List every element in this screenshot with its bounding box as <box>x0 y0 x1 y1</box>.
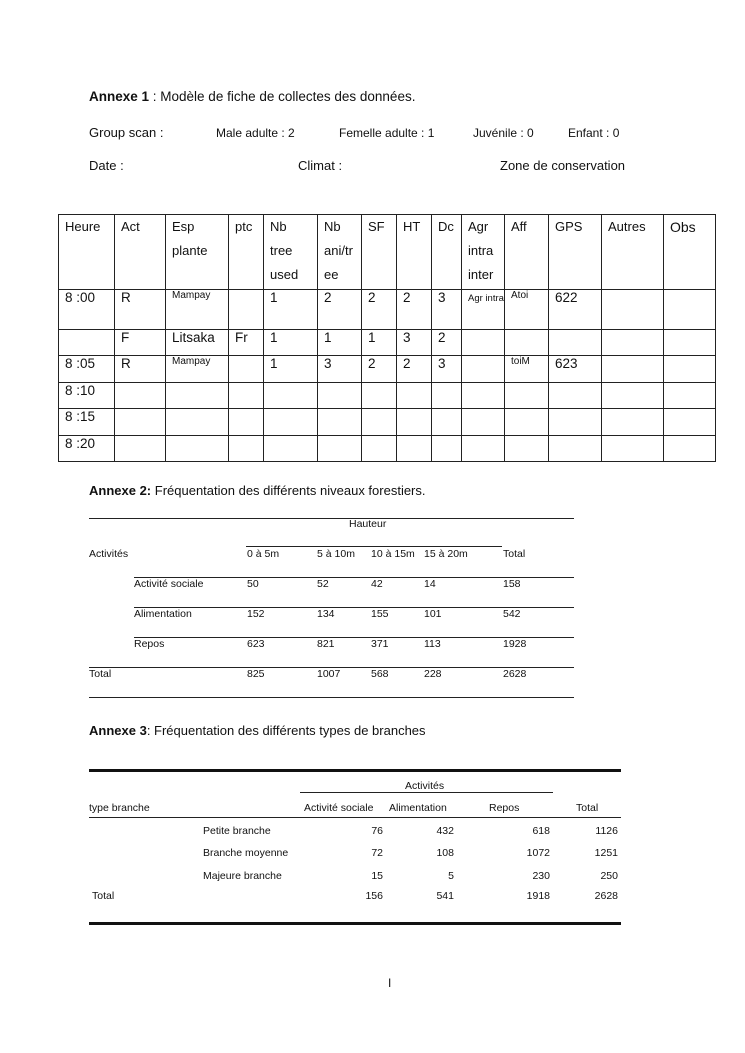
cell: 1126 <box>595 825 618 837</box>
juvenile-count: Juvénile : 0 <box>473 126 534 140</box>
cell: 52 <box>317 578 329 590</box>
cell: R <box>115 290 166 330</box>
cell: 1072 <box>526 847 550 859</box>
cell: 155 <box>371 608 389 620</box>
annexe1-title: Annexe 1 : Modèle de fiche de collectes des données. <box>89 89 416 104</box>
header-gps: GPS <box>549 215 602 290</box>
cell: 1007 <box>317 668 341 680</box>
cell: 8 :10 <box>59 383 115 409</box>
divider <box>89 697 574 698</box>
cell: 623 <box>247 638 265 650</box>
male-count: Male adulte : 2 <box>216 126 295 140</box>
header-act: Act <box>115 215 166 290</box>
cell: 825 <box>247 668 265 680</box>
cell: 76 <box>371 825 383 837</box>
divider <box>246 546 502 547</box>
cell: Litsaka <box>166 330 229 356</box>
row-label: Branche moyenne <box>203 847 289 859</box>
cell: 14 <box>424 578 436 590</box>
total-label: Total <box>89 668 112 680</box>
divider <box>89 518 574 519</box>
data-collection-form-table <box>58 214 716 462</box>
cell: F <box>115 330 166 356</box>
cell: 8 :00 <box>59 290 115 330</box>
type-branche-header: type branche <box>89 802 150 814</box>
cell: 1928 <box>503 638 527 650</box>
cell: 1 <box>362 330 397 356</box>
cell: 3 <box>318 356 362 383</box>
cell: 2628 <box>503 668 527 680</box>
cell: 134 <box>317 608 335 620</box>
cell <box>462 330 505 356</box>
cell: Atoi <box>505 290 549 330</box>
cell: 50 <box>247 578 259 590</box>
hauteur-group-header: Hauteur <box>349 518 387 530</box>
cell <box>602 356 664 383</box>
cell: 8 :15 <box>59 409 115 436</box>
header-agr: Agr intra inter <box>462 215 505 290</box>
row-label: Petite branche <box>203 825 271 837</box>
cell: 2 <box>318 290 362 330</box>
cell <box>462 356 505 383</box>
col-header: Activité sociale <box>304 802 374 814</box>
col-header: Alimentation <box>389 802 447 814</box>
cell: 2 <box>362 290 397 330</box>
cell: Agr intra <box>462 290 505 330</box>
col-header: Repos <box>489 802 520 814</box>
cell: 3 <box>397 330 432 356</box>
divider <box>300 792 553 793</box>
divider <box>89 922 621 925</box>
row-label: Activité sociale <box>134 578 204 590</box>
cell: 230 <box>532 870 550 882</box>
cell: 2 <box>362 356 397 383</box>
cell <box>664 356 716 383</box>
climat-label: Climat : <box>298 158 343 173</box>
divider <box>89 817 621 818</box>
cell <box>664 290 716 330</box>
cell <box>229 290 264 330</box>
cell: 432 <box>436 825 454 837</box>
cell: 72 <box>371 847 383 859</box>
cell: Fr <box>229 330 264 356</box>
table-row <box>59 383 716 409</box>
cell: 1918 <box>526 890 550 902</box>
cell: 2 <box>397 356 432 383</box>
cell: 152 <box>247 608 265 620</box>
cell: 8 :20 <box>59 436 115 462</box>
cell: 5 <box>448 870 454 882</box>
header-sf: SF <box>362 215 397 290</box>
header-autres: Autres <box>602 215 664 290</box>
row-label: Alimentation <box>134 608 192 620</box>
annexe3-title: Annexe 3: Fréquentation des différents types de branches <box>89 723 426 738</box>
cell: 3 <box>432 356 462 383</box>
cell: 158 <box>503 578 521 590</box>
cell: 3 <box>432 290 462 330</box>
table-header-row <box>59 215 716 290</box>
cell: 618 <box>532 825 550 837</box>
cell: R <box>115 356 166 383</box>
cell: 1 <box>264 356 318 383</box>
col-header: 0 à 5m <box>247 548 280 560</box>
cell: 622 <box>549 290 602 330</box>
cell: 156 <box>365 890 383 902</box>
table-row <box>59 290 716 330</box>
table-row <box>59 409 716 436</box>
header-heure: Heure <box>59 215 115 290</box>
header-ht: HT <box>397 215 432 290</box>
page-number: I <box>388 976 392 990</box>
cell <box>602 290 664 330</box>
header-nb-tree-used: Nb tree used <box>264 215 318 290</box>
cell: 250 <box>600 870 618 882</box>
cell: 113 <box>424 638 441 650</box>
cell <box>505 330 549 356</box>
col-header: 15 à 20m <box>424 548 468 560</box>
cell <box>602 330 664 356</box>
cell: 371 <box>371 638 389 650</box>
cell: Mampay <box>166 356 229 383</box>
cell: 1 <box>264 290 318 330</box>
cell: 1251 <box>594 847 618 859</box>
cell: 542 <box>503 608 521 620</box>
cell: 42 <box>371 578 383 590</box>
header-obs: Obs <box>664 215 716 290</box>
annexe2-title: Annexe 2: Fréquentation des différents niveaux forestiers. <box>89 483 426 498</box>
cell: 108 <box>436 847 454 859</box>
row-label: Majeure branche <box>203 870 282 882</box>
zone-label: Zone de conservation <box>500 158 626 173</box>
table-row <box>59 330 716 356</box>
cell: 15 <box>371 870 383 882</box>
table-row <box>59 356 716 383</box>
cell: 2 <box>397 290 432 330</box>
date-label: Date : <box>89 158 124 173</box>
cell: 541 <box>436 890 454 902</box>
cell <box>59 330 115 356</box>
cell <box>549 330 602 356</box>
cell: 821 <box>317 638 335 650</box>
cell: 101 <box>424 608 442 620</box>
cell: 2628 <box>594 890 618 902</box>
cell: 623 <box>549 356 602 383</box>
cell <box>229 356 264 383</box>
cell: 2 <box>432 330 462 356</box>
cell: 8 :05 <box>59 356 115 383</box>
header-nb-ani-tree: Nb ani/tr ee <box>318 215 362 290</box>
cell: 228 <box>424 668 442 680</box>
cell: Mampay <box>166 290 229 330</box>
table-row <box>59 436 716 462</box>
divider <box>89 769 621 772</box>
header-aff: Aff <box>505 215 549 290</box>
col-header: 10 à 15m <box>371 548 415 560</box>
cell <box>664 330 716 356</box>
cell: 1 <box>318 330 362 356</box>
femelle-count: Femelle adulte : 1 <box>339 126 435 140</box>
col-header: Total <box>503 548 526 560</box>
cell: 568 <box>371 668 389 680</box>
header-esp-plante: Esp plante <box>166 215 229 290</box>
enfant-count: Enfant : 0 <box>568 126 620 140</box>
total-label: Total <box>92 890 115 902</box>
col-header: 5 à 10m <box>317 548 355 560</box>
header-dc: Dc <box>432 215 462 290</box>
group-scan-label: Group scan : <box>89 125 164 140</box>
cell: toiM <box>505 356 549 383</box>
cell: 1 <box>264 330 318 356</box>
col-header: Total <box>576 802 599 814</box>
header-ptc: ptc <box>229 215 264 290</box>
row-label: Repos <box>134 638 165 650</box>
activites-row-header: Activités <box>89 548 129 560</box>
activites-group-header: Activités <box>405 780 445 792</box>
